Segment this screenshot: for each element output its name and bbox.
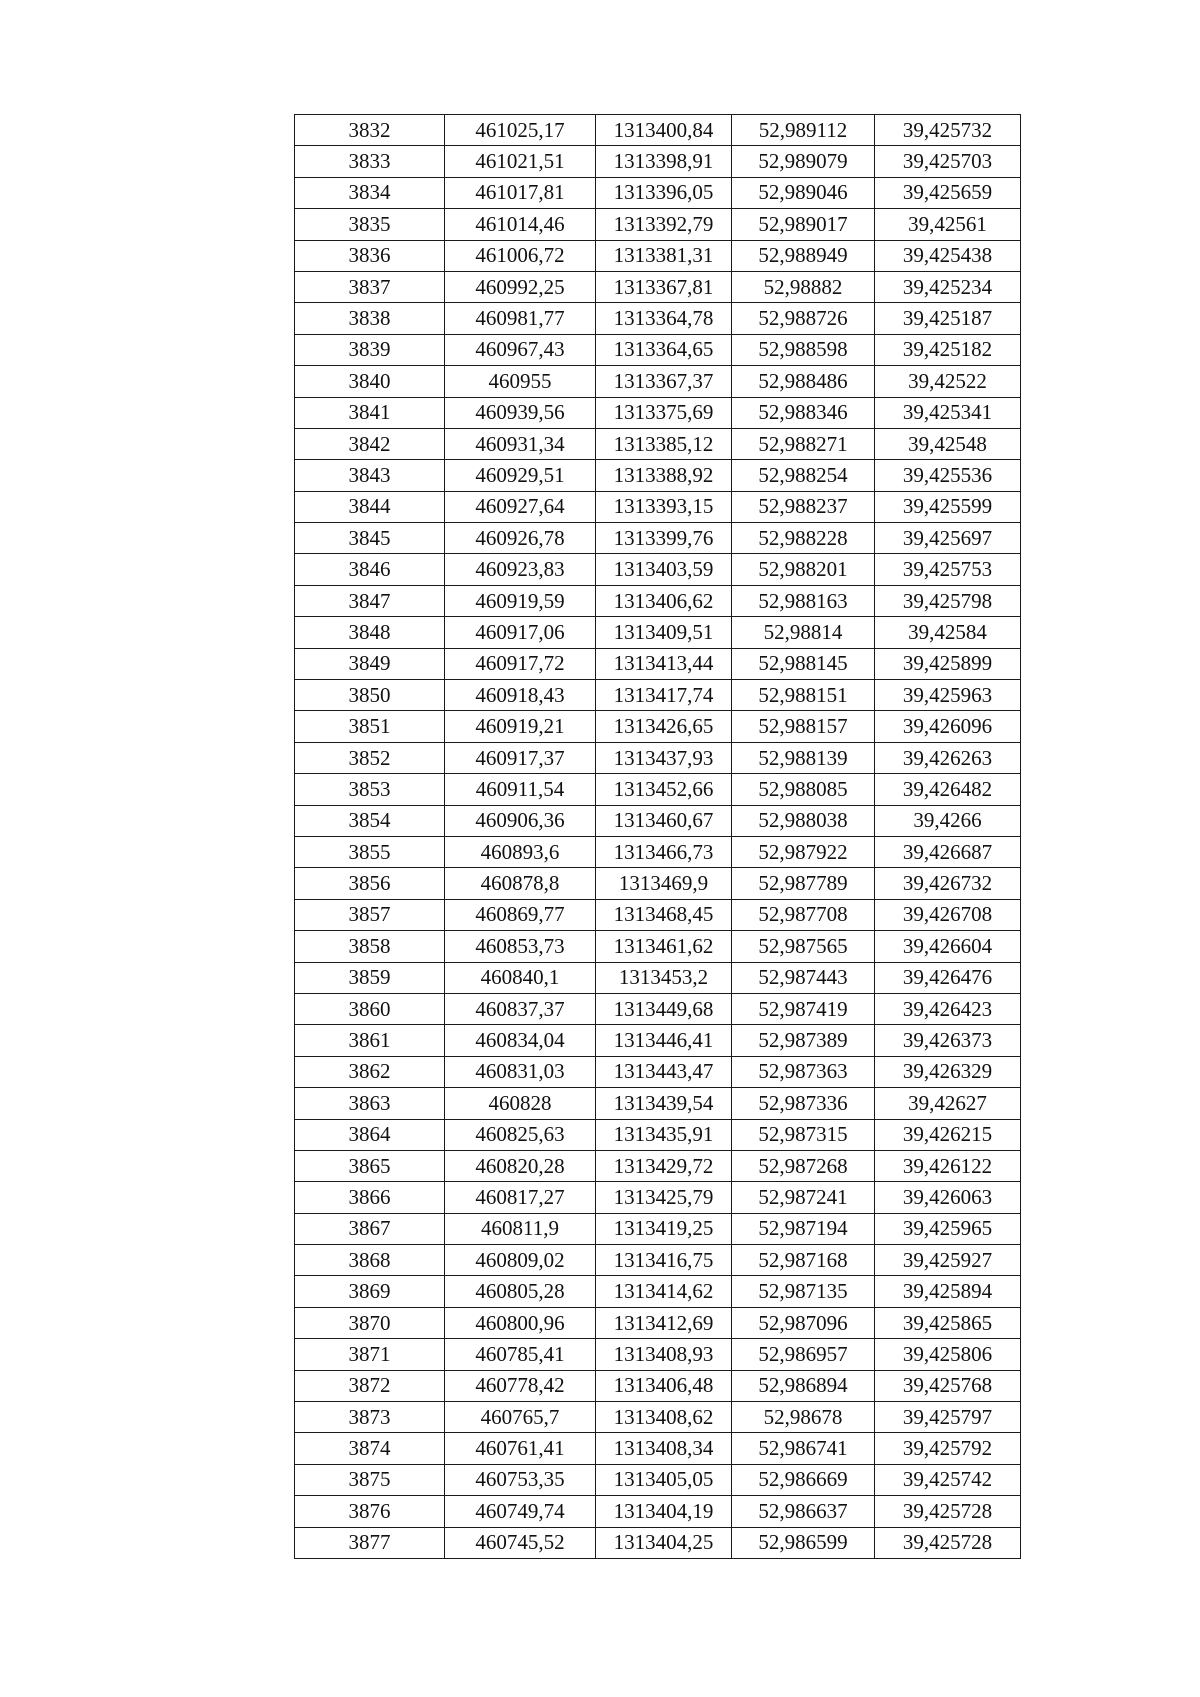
x-coordinate-cell: 460919,21 (445, 711, 596, 742)
latitude-cell: 52,988486 (732, 366, 875, 397)
point-number-cell: 3835 (295, 209, 445, 240)
point-number-cell: 3863 (295, 1088, 445, 1119)
latitude-cell: 52,988145 (732, 648, 875, 679)
point-number-cell: 3861 (295, 1025, 445, 1056)
x-coordinate-cell: 460853,73 (445, 931, 596, 962)
point-number-cell: 3844 (295, 491, 445, 522)
point-number-cell: 3839 (295, 334, 445, 365)
latitude-cell: 52,988598 (732, 334, 875, 365)
table-row (295, 491, 1021, 522)
x-coordinate-cell: 461021,51 (445, 146, 596, 177)
point-number-cell: 3851 (295, 711, 445, 742)
point-number-cell: 3867 (295, 1213, 445, 1244)
x-coordinate-cell: 460992,25 (445, 271, 596, 302)
point-number-cell: 3857 (295, 899, 445, 930)
point-number-cell: 3862 (295, 1056, 445, 1087)
longitude-cell: 39,425728 (875, 1527, 1021, 1558)
x-coordinate-cell: 460955 (445, 366, 596, 397)
longitude-cell: 39,425768 (875, 1370, 1021, 1401)
longitude-cell: 39,425792 (875, 1433, 1021, 1464)
table-row (295, 303, 1021, 334)
table-row (295, 397, 1021, 428)
table-row (295, 271, 1021, 302)
x-coordinate-cell: 460820,28 (445, 1150, 596, 1181)
longitude-cell: 39,425728 (875, 1496, 1021, 1527)
point-number-cell: 3856 (295, 868, 445, 899)
y-coordinate-cell: 1313367,37 (596, 366, 732, 397)
y-coordinate-cell: 1313453,2 (596, 962, 732, 993)
point-number-cell: 3864 (295, 1119, 445, 1150)
longitude-cell: 39,425927 (875, 1245, 1021, 1276)
y-coordinate-cell: 1313388,92 (596, 460, 732, 491)
longitude-cell: 39,425963 (875, 680, 1021, 711)
table-row (295, 1025, 1021, 1056)
latitude-cell: 52,987241 (732, 1182, 875, 1213)
y-coordinate-cell: 1313425,79 (596, 1182, 732, 1213)
latitude-cell: 52,987789 (732, 868, 875, 899)
x-coordinate-cell: 460917,37 (445, 742, 596, 773)
latitude-cell: 52,986669 (732, 1464, 875, 1495)
y-coordinate-cell: 1313385,12 (596, 428, 732, 459)
y-coordinate-cell: 1313414,62 (596, 1276, 732, 1307)
y-coordinate-cell: 1313435,91 (596, 1119, 732, 1150)
longitude-cell: 39,42561 (875, 209, 1021, 240)
longitude-cell: 39,425341 (875, 397, 1021, 428)
y-coordinate-cell: 1313408,62 (596, 1402, 732, 1433)
latitude-cell: 52,98814 (732, 617, 875, 648)
longitude-cell: 39,425659 (875, 177, 1021, 208)
x-coordinate-cell: 460911,54 (445, 774, 596, 805)
table-row (295, 1088, 1021, 1119)
longitude-cell: 39,425894 (875, 1276, 1021, 1307)
latitude-cell: 52,988157 (732, 711, 875, 742)
longitude-cell: 39,425187 (875, 303, 1021, 334)
point-number-cell: 3841 (295, 397, 445, 428)
point-number-cell: 3846 (295, 554, 445, 585)
longitude-cell: 39,426063 (875, 1182, 1021, 1213)
x-coordinate-cell: 460749,74 (445, 1496, 596, 1527)
point-number-cell: 3833 (295, 146, 445, 177)
latitude-cell: 52,988201 (732, 554, 875, 585)
y-coordinate-cell: 1313466,73 (596, 836, 732, 867)
table-row (295, 836, 1021, 867)
table-row (295, 366, 1021, 397)
latitude-cell: 52,988085 (732, 774, 875, 805)
table-row (295, 554, 1021, 585)
longitude-cell: 39,425798 (875, 585, 1021, 616)
longitude-cell: 39,425438 (875, 240, 1021, 271)
longitude-cell: 39,426215 (875, 1119, 1021, 1150)
table-row (295, 742, 1021, 773)
longitude-cell: 39,426263 (875, 742, 1021, 773)
longitude-cell: 39,425806 (875, 1339, 1021, 1370)
point-number-cell: 3869 (295, 1276, 445, 1307)
y-coordinate-cell: 1313364,65 (596, 334, 732, 365)
longitude-cell: 39,426329 (875, 1056, 1021, 1087)
point-number-cell: 3837 (295, 271, 445, 302)
point-number-cell: 3849 (295, 648, 445, 679)
point-number-cell: 3850 (295, 680, 445, 711)
table-row (295, 1339, 1021, 1370)
x-coordinate-cell: 460828 (445, 1088, 596, 1119)
y-coordinate-cell: 1313446,41 (596, 1025, 732, 1056)
point-number-cell: 3871 (295, 1339, 445, 1370)
x-coordinate-cell: 461006,72 (445, 240, 596, 271)
point-number-cell: 3870 (295, 1307, 445, 1338)
point-number-cell: 3877 (295, 1527, 445, 1558)
longitude-cell: 39,426708 (875, 899, 1021, 930)
y-coordinate-cell: 1313413,44 (596, 648, 732, 679)
coordinates-table-body (295, 115, 1021, 1559)
longitude-cell: 39,425697 (875, 523, 1021, 554)
latitude-cell: 52,987336 (732, 1088, 875, 1119)
longitude-cell: 39,425965 (875, 1213, 1021, 1244)
point-number-cell: 3854 (295, 805, 445, 836)
latitude-cell: 52,988346 (732, 397, 875, 428)
x-coordinate-cell: 460926,78 (445, 523, 596, 554)
latitude-cell: 52,989112 (732, 115, 875, 146)
table-row (295, 1307, 1021, 1338)
y-coordinate-cell: 1313406,48 (596, 1370, 732, 1401)
y-coordinate-cell: 1313461,62 (596, 931, 732, 962)
y-coordinate-cell: 1313381,31 (596, 240, 732, 271)
point-number-cell: 3842 (295, 428, 445, 459)
longitude-cell: 39,426373 (875, 1025, 1021, 1056)
y-coordinate-cell: 1313408,34 (596, 1433, 732, 1464)
y-coordinate-cell: 1313416,75 (596, 1245, 732, 1276)
x-coordinate-cell: 460785,41 (445, 1339, 596, 1370)
x-coordinate-cell: 460834,04 (445, 1025, 596, 1056)
table-row (295, 1527, 1021, 1558)
latitude-cell: 52,987268 (732, 1150, 875, 1181)
x-coordinate-cell: 461017,81 (445, 177, 596, 208)
y-coordinate-cell: 1313469,9 (596, 868, 732, 899)
table-row (295, 209, 1021, 240)
x-coordinate-cell: 460917,06 (445, 617, 596, 648)
y-coordinate-cell: 1313396,05 (596, 177, 732, 208)
latitude-cell: 52,986741 (732, 1433, 875, 1464)
latitude-cell: 52,988237 (732, 491, 875, 522)
table-row (295, 1119, 1021, 1150)
point-number-cell: 3866 (295, 1182, 445, 1213)
point-number-cell: 3855 (295, 836, 445, 867)
y-coordinate-cell: 1313460,67 (596, 805, 732, 836)
x-coordinate-cell: 460825,63 (445, 1119, 596, 1150)
point-number-cell: 3845 (295, 523, 445, 554)
x-coordinate-cell: 460800,96 (445, 1307, 596, 1338)
y-coordinate-cell: 1313426,65 (596, 711, 732, 742)
latitude-cell: 52,988254 (732, 460, 875, 491)
y-coordinate-cell: 1313412,69 (596, 1307, 732, 1338)
x-coordinate-cell: 460923,83 (445, 554, 596, 585)
table-row (295, 1150, 1021, 1181)
point-number-cell: 3872 (295, 1370, 445, 1401)
y-coordinate-cell: 1313452,66 (596, 774, 732, 805)
table-row (295, 648, 1021, 679)
table-row (295, 115, 1021, 146)
longitude-cell: 39,426482 (875, 774, 1021, 805)
latitude-cell: 52,988163 (732, 585, 875, 616)
y-coordinate-cell: 1313399,76 (596, 523, 732, 554)
table-row (295, 868, 1021, 899)
latitude-cell: 52,987389 (732, 1025, 875, 1056)
table-row (295, 774, 1021, 805)
longitude-cell: 39,42522 (875, 366, 1021, 397)
latitude-cell: 52,987419 (732, 993, 875, 1024)
table-row (295, 680, 1021, 711)
x-coordinate-cell: 460817,27 (445, 1182, 596, 1213)
point-number-cell: 3843 (295, 460, 445, 491)
x-coordinate-cell: 460981,77 (445, 303, 596, 334)
table-row (295, 1402, 1021, 1433)
latitude-cell: 52,987363 (732, 1056, 875, 1087)
latitude-cell: 52,987922 (732, 836, 875, 867)
longitude-cell: 39,426476 (875, 962, 1021, 993)
table-row (295, 1464, 1021, 1495)
point-number-cell: 3859 (295, 962, 445, 993)
x-coordinate-cell: 460805,28 (445, 1276, 596, 1307)
longitude-cell: 39,426687 (875, 836, 1021, 867)
x-coordinate-cell: 460840,1 (445, 962, 596, 993)
longitude-cell: 39,425742 (875, 1464, 1021, 1495)
point-number-cell: 3876 (295, 1496, 445, 1527)
table-row (295, 1182, 1021, 1213)
latitude-cell: 52,987096 (732, 1307, 875, 1338)
table-row (295, 962, 1021, 993)
table-row (295, 1245, 1021, 1276)
table-row (295, 617, 1021, 648)
y-coordinate-cell: 1313443,47 (596, 1056, 732, 1087)
latitude-cell: 52,989017 (732, 209, 875, 240)
longitude-cell: 39,425536 (875, 460, 1021, 491)
x-coordinate-cell: 460878,8 (445, 868, 596, 899)
latitude-cell: 52,986599 (732, 1527, 875, 1558)
y-coordinate-cell: 1313367,81 (596, 271, 732, 302)
y-coordinate-cell: 1313419,25 (596, 1213, 732, 1244)
table-row (295, 1496, 1021, 1527)
latitude-cell: 52,988139 (732, 742, 875, 773)
y-coordinate-cell: 1313393,15 (596, 491, 732, 522)
latitude-cell: 52,988151 (732, 680, 875, 711)
x-coordinate-cell: 460931,34 (445, 428, 596, 459)
longitude-cell: 39,426122 (875, 1150, 1021, 1181)
latitude-cell: 52,989046 (732, 177, 875, 208)
y-coordinate-cell: 1313449,68 (596, 993, 732, 1024)
y-coordinate-cell: 1313400,84 (596, 115, 732, 146)
x-coordinate-cell: 460753,35 (445, 1464, 596, 1495)
y-coordinate-cell: 1313398,91 (596, 146, 732, 177)
longitude-cell: 39,42627 (875, 1088, 1021, 1119)
table-row (295, 805, 1021, 836)
point-number-cell: 3865 (295, 1150, 445, 1181)
y-coordinate-cell: 1313403,59 (596, 554, 732, 585)
latitude-cell: 52,988271 (732, 428, 875, 459)
y-coordinate-cell: 1313364,78 (596, 303, 732, 334)
longitude-cell: 39,42584 (875, 617, 1021, 648)
x-coordinate-cell: 460917,72 (445, 648, 596, 679)
x-coordinate-cell: 460837,37 (445, 993, 596, 1024)
latitude-cell: 52,987708 (732, 899, 875, 930)
point-number-cell: 3832 (295, 115, 445, 146)
table-row (295, 523, 1021, 554)
x-coordinate-cell: 461014,46 (445, 209, 596, 240)
table-row (295, 334, 1021, 365)
longitude-cell: 39,426732 (875, 868, 1021, 899)
x-coordinate-cell: 460906,36 (445, 805, 596, 836)
latitude-cell: 52,987135 (732, 1276, 875, 1307)
table-row (295, 146, 1021, 177)
table-row (295, 899, 1021, 930)
x-coordinate-cell: 460869,77 (445, 899, 596, 930)
y-coordinate-cell: 1313406,62 (596, 585, 732, 616)
table-row (295, 1433, 1021, 1464)
point-number-cell: 3838 (295, 303, 445, 334)
longitude-cell: 39,426096 (875, 711, 1021, 742)
point-number-cell: 3875 (295, 1464, 445, 1495)
point-number-cell: 3834 (295, 177, 445, 208)
longitude-cell: 39,425753 (875, 554, 1021, 585)
y-coordinate-cell: 1313429,72 (596, 1150, 732, 1181)
table-row (295, 1276, 1021, 1307)
y-coordinate-cell: 1313405,05 (596, 1464, 732, 1495)
point-number-cell: 3874 (295, 1433, 445, 1464)
longitude-cell: 39,425182 (875, 334, 1021, 365)
latitude-cell: 52,987194 (732, 1213, 875, 1244)
latitude-cell: 52,987443 (732, 962, 875, 993)
longitude-cell: 39,425865 (875, 1307, 1021, 1338)
y-coordinate-cell: 1313468,45 (596, 899, 732, 930)
x-coordinate-cell: 460809,02 (445, 1245, 596, 1276)
longitude-cell: 39,4266 (875, 805, 1021, 836)
y-coordinate-cell: 1313439,54 (596, 1088, 732, 1119)
point-number-cell: 3848 (295, 617, 445, 648)
point-number-cell: 3858 (295, 931, 445, 962)
table-row (295, 240, 1021, 271)
y-coordinate-cell: 1313404,25 (596, 1527, 732, 1558)
table-row (295, 993, 1021, 1024)
longitude-cell: 39,42548 (875, 428, 1021, 459)
x-coordinate-cell: 460967,43 (445, 334, 596, 365)
point-number-cell: 3836 (295, 240, 445, 271)
longitude-cell: 39,426423 (875, 993, 1021, 1024)
table-row (295, 1370, 1021, 1401)
point-number-cell: 3853 (295, 774, 445, 805)
latitude-cell: 52,986637 (732, 1496, 875, 1527)
point-number-cell: 3840 (295, 366, 445, 397)
table-row (295, 428, 1021, 459)
longitude-cell: 39,426604 (875, 931, 1021, 962)
latitude-cell: 52,988949 (732, 240, 875, 271)
y-coordinate-cell: 1313392,79 (596, 209, 732, 240)
y-coordinate-cell: 1313437,93 (596, 742, 732, 773)
table-row (295, 931, 1021, 962)
x-coordinate-cell: 460927,64 (445, 491, 596, 522)
x-coordinate-cell: 460761,41 (445, 1433, 596, 1464)
table-row (295, 1056, 1021, 1087)
x-coordinate-cell: 460765,7 (445, 1402, 596, 1433)
latitude-cell: 52,986957 (732, 1339, 875, 1370)
x-coordinate-cell: 460919,59 (445, 585, 596, 616)
x-coordinate-cell: 460929,51 (445, 460, 596, 491)
x-coordinate-cell: 460811,9 (445, 1213, 596, 1244)
latitude-cell: 52,98882 (732, 271, 875, 302)
point-number-cell: 3868 (295, 1245, 445, 1276)
y-coordinate-cell: 1313409,51 (596, 617, 732, 648)
latitude-cell: 52,989079 (732, 146, 875, 177)
y-coordinate-cell: 1313404,19 (596, 1496, 732, 1527)
coordinates-table (294, 114, 1021, 1559)
latitude-cell: 52,988038 (732, 805, 875, 836)
latitude-cell: 52,987168 (732, 1245, 875, 1276)
table-row (295, 711, 1021, 742)
table-row (295, 177, 1021, 208)
longitude-cell: 39,425797 (875, 1402, 1021, 1433)
point-number-cell: 3873 (295, 1402, 445, 1433)
x-coordinate-cell: 460745,52 (445, 1527, 596, 1558)
x-coordinate-cell: 460831,03 (445, 1056, 596, 1087)
latitude-cell: 52,986894 (732, 1370, 875, 1401)
longitude-cell: 39,425234 (875, 271, 1021, 302)
y-coordinate-cell: 1313417,74 (596, 680, 732, 711)
point-number-cell: 3852 (295, 742, 445, 773)
point-number-cell: 3847 (295, 585, 445, 616)
x-coordinate-cell: 460778,42 (445, 1370, 596, 1401)
latitude-cell: 52,988726 (732, 303, 875, 334)
longitude-cell: 39,425732 (875, 115, 1021, 146)
x-coordinate-cell: 460939,56 (445, 397, 596, 428)
longitude-cell: 39,425899 (875, 648, 1021, 679)
latitude-cell: 52,988228 (732, 523, 875, 554)
y-coordinate-cell: 1313375,69 (596, 397, 732, 428)
table-row (295, 460, 1021, 491)
x-coordinate-cell: 461025,17 (445, 115, 596, 146)
longitude-cell: 39,425599 (875, 491, 1021, 522)
x-coordinate-cell: 460893,6 (445, 836, 596, 867)
table-row (295, 1213, 1021, 1244)
latitude-cell: 52,987565 (732, 931, 875, 962)
point-number-cell: 3860 (295, 993, 445, 1024)
latitude-cell: 52,987315 (732, 1119, 875, 1150)
latitude-cell: 52,98678 (732, 1402, 875, 1433)
table-row (295, 585, 1021, 616)
x-coordinate-cell: 460918,43 (445, 680, 596, 711)
longitude-cell: 39,425703 (875, 146, 1021, 177)
y-coordinate-cell: 1313408,93 (596, 1339, 732, 1370)
